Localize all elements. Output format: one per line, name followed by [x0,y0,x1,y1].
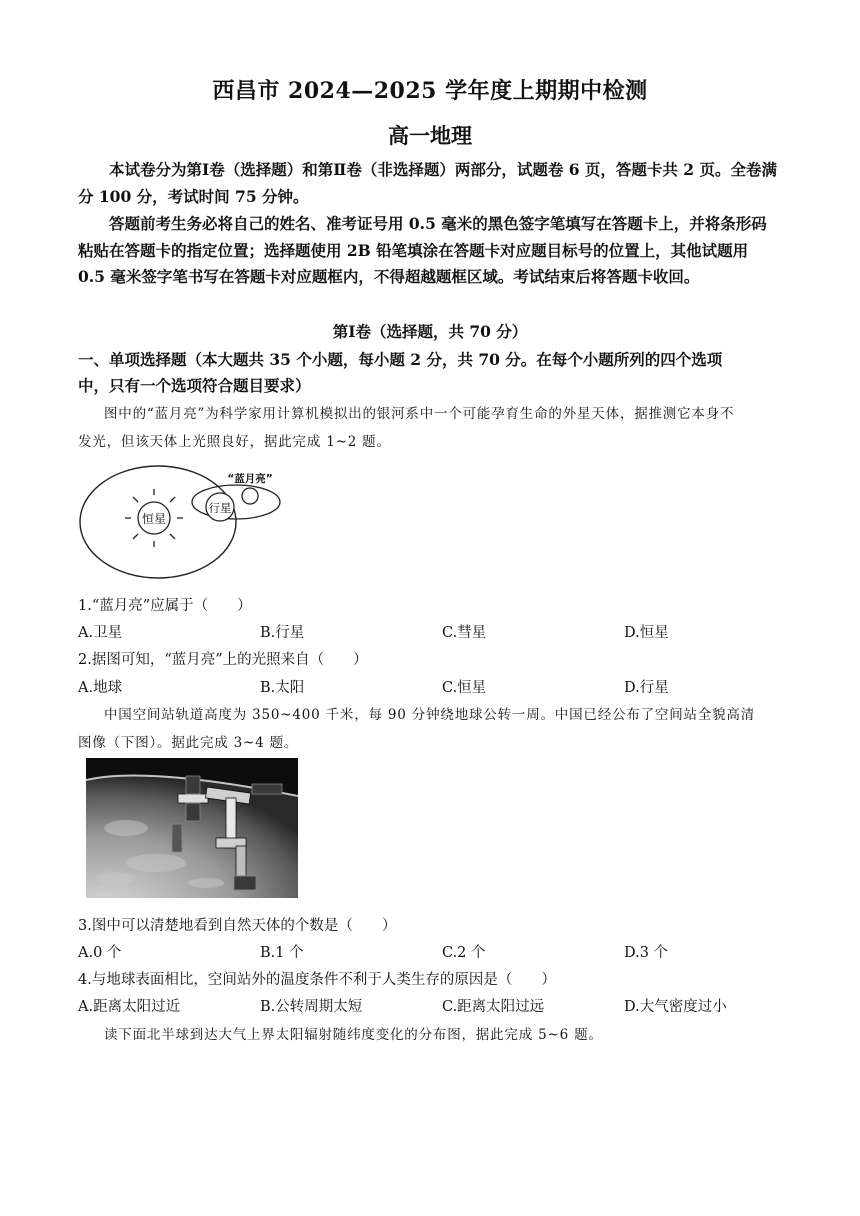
q4-option-d[interactable]: D.大气密度过小 [624,999,727,1015]
moon-orbit [192,485,280,519]
q2-option-a[interactable]: A.地球 [78,680,123,696]
planet-label: 行星 [208,501,232,515]
q4-option-c[interactable]: C.距离太阳过远 [442,999,545,1015]
q1-option-c[interactable]: C.彗星 [442,625,487,641]
instruction-paragraph-2: 答题前考生务必将自己的姓名、准考证号用 0.5 毫米的黑色签字笔填写在答题卡上，并将条形码粘贴在答题卡的指定位置；选择题使用 2B 铅笔填涂在答题卡对应题目标号的位置上，其他试题用 0.5 毫米签字笔书写在答题卡对应题框内，不得超越题框区域。考试结束后将答题卡收回。 [78,214,767,286]
orbit-diagram [78,462,298,580]
q3-option-d[interactable]: D.3 个 [624,945,669,961]
stem2-line2: 图像（下图）。据此完成 3~4 题。 [78,735,299,751]
stem1-line2: 发光，但该天体上光照良好，据此完成 1~2 题。 [78,434,391,450]
star-label: 恒星 [141,512,167,526]
q3-text: 3.图中可以清楚地看到自然天体的个数是（ ） [78,918,397,934]
q4-text: 4.与地球表面相比，空间站外的温度条件不利于人类生存的原因是（ ） [78,972,556,988]
q3-option-c[interactable]: C.2 个 [442,945,486,961]
q4-option-b[interactable]: B.公转周期太短 [260,999,363,1015]
q3-option-a[interactable]: A.0 个 [78,945,122,961]
q3-option-b[interactable]: B.1 个 [260,945,304,961]
q1-text: 1.“蓝月亮”应属于（ ） [78,598,252,614]
space-station-photo [86,758,298,898]
stem1-line1: 图中的“蓝月亮”为科学家用计算机模拟出的银河系中一个可能孕育生命的外星天体，据推测它本身不 [104,406,735,422]
q1-option-a[interactable]: A.卫星 [78,625,123,641]
q1-option-b[interactable]: B.行星 [260,625,305,641]
q2-text: 2.据图可知，“蓝月亮”上的光照来自（ ） [78,652,368,668]
exam-title: 西昌市 2024—2025 学年度上期期中检测 [212,78,648,104]
part-heading-line1: 一、单项选择题（本大题共 35 个小题，每小题 2 分，共 70 分。在每个小题所列的四个选项 [78,350,723,369]
q2-option-d[interactable]: D.行星 [624,680,669,696]
section-title: 第Ⅰ卷（选择题，共 70 分） [332,322,528,341]
q4-option-a[interactable]: A.距离太阳过近 [78,999,181,1015]
stem2-line1: 中国空间站轨道高度为 350~400 千米，每 90 分钟绕地球公转一周。中国已经公布了空间站全貌高清 [104,707,755,723]
q1-option-d[interactable]: D.恒星 [624,625,669,641]
part-heading-line2: 中，只有一个选项符合题目要求） [78,376,311,395]
q2-option-c[interactable]: C.恒星 [442,680,487,696]
instruction-paragraph-1: 本试卷分为第Ⅰ卷（选择题）和第Ⅱ卷（非选择题）两部分，试题卷 6 页，答题卡共 2 页。全卷满分 100 分，考试时间 75 分钟。 [78,160,777,206]
stem3-text: 读下面北半球到达大气上界太阳辐射随纬度变化的分布图，据此完成 5~6 题。 [104,1027,603,1043]
blue-moon-circle [242,488,258,504]
blue-moon-label: “蓝月亮” [227,473,273,485]
q2-option-b[interactable]: B.太阳 [260,680,305,696]
subject-title: 高一地理 [388,123,472,148]
